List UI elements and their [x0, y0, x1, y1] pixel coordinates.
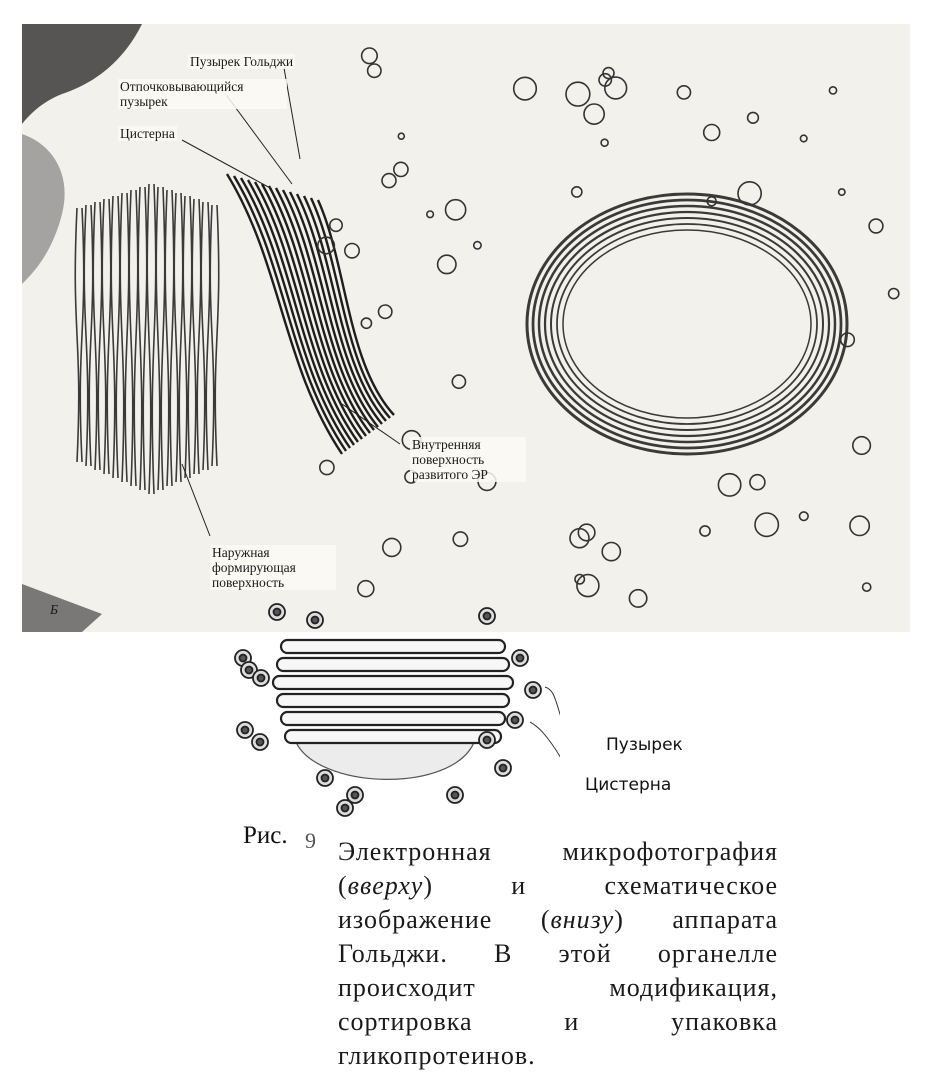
label-outer-surface: Наружная формирующая поверхность: [210, 545, 336, 590]
label-golgi-vesicle: Пузырек Гольджи: [190, 54, 294, 69]
caption-emph-bottom: внизу: [550, 905, 615, 934]
caption-part-3: ) аппарата Гольджи. В этой органелле происходит модификация, сортировка и упаковка гликопротеинов.: [338, 905, 778, 1070]
schematic-vesicle-core: [240, 655, 247, 662]
golgi-schematic: [225, 590, 560, 820]
schematic-vesicle-core: [452, 792, 459, 799]
figure-caption-label: Рис.: [243, 822, 288, 849]
schematic-vesicle-core: [512, 717, 519, 724]
label-inner-surface: Внутренняя поверхность развитого ЭР: [410, 437, 526, 482]
figure-caption-text: [338, 835, 778, 1073]
schematic-vesicle-core: [342, 805, 349, 812]
schematic-vesicle-core: [274, 609, 281, 616]
schematic-cisterna: [281, 712, 505, 725]
schematic-vesicle-core: [352, 792, 359, 799]
label-schematic-vesicle: Пузырек: [606, 735, 683, 755]
schematic-cisterna: [277, 658, 509, 671]
schematic-vesicle-core: [484, 613, 491, 620]
label-schematic-cisterna: Цистерна: [585, 775, 672, 795]
label-panel-letter: Б: [50, 602, 58, 617]
caption-part-2: ) и схематическое изображение (: [338, 871, 778, 934]
electron-micrograph: [22, 24, 910, 632]
schematic-cisterna: [277, 694, 509, 707]
schematic-vesicle-core: [258, 675, 265, 682]
schematic-cisterna: [281, 640, 505, 653]
figure-number: 9: [305, 828, 316, 853]
caption-emph-top: вверху: [347, 871, 424, 900]
schematic-vesicle-core: [242, 727, 249, 734]
schematic-cisterna: [273, 676, 513, 689]
schematic-vesicle-core: [246, 667, 253, 674]
label-budding-vesicle: Отпочковывающийся пузырек: [118, 79, 287, 109]
schematic-vesicle-core: [484, 737, 491, 744]
schematic-vesicle-core: [312, 617, 319, 624]
schematic-vesicle-core: [322, 775, 329, 782]
label-cisterna: Цистерна: [120, 126, 175, 141]
schematic-vesicle-core: [500, 765, 507, 772]
schematic-vesicle-core: [517, 655, 524, 662]
schematic-cisterna: [285, 730, 501, 743]
caption-part-1: Электронная микрофотография (: [338, 837, 778, 900]
schematic-vesicle-core: [530, 687, 537, 694]
schematic-vesicle-core: [257, 739, 264, 746]
